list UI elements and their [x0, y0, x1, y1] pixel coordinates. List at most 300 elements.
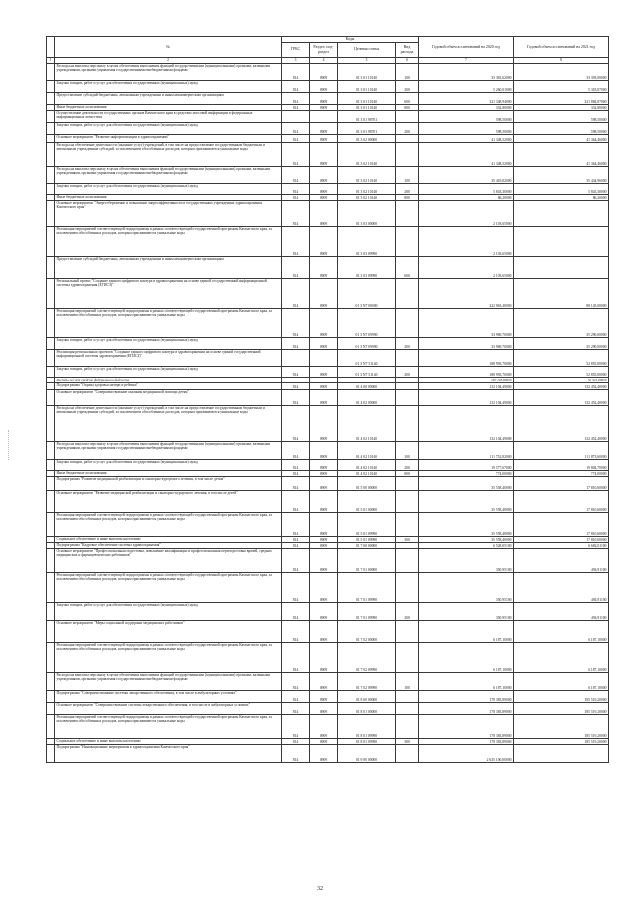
cell-amount-2021: 41 364,46000: [514, 142, 609, 166]
cell-amount-2021: 5 843,30000: [514, 183, 609, 194]
cell-expense-type: 100: [396, 166, 419, 183]
cell-razdel: 0909: [310, 122, 338, 134]
cell-grbs: 814: [282, 690, 310, 702]
cell-razdel: 0909: [310, 738, 338, 744]
cell-expense-type: [396, 405, 419, 441]
header-2020: Годовой объем ассигнований на 2020 год: [419, 37, 514, 58]
cell-razdel: 0909: [310, 80, 338, 92]
cell-description: Региональный проект "Создание единого цифрового контура в здравоохранении на основе единой государственной информационной системы здравоохранения (ЕГИСЗ)": [55, 278, 282, 308]
cell-target-article: 01 4 02 10140: [338, 405, 396, 441]
cell-description: Подпрограмма "Совершенствование системы лекарственного обеспечения, в том числе в амбулаторных условиях": [55, 690, 282, 702]
cell-expense-type: 800: [396, 104, 419, 110]
cell-amount-2020: 33 969,70000: [419, 308, 514, 337]
cell-description: Расходы на обеспечение деятельности (оказание услуг) учреждений, в том числе на предоставление государственным бюджетным и автономным учреждениям субсидий, за исключением обособленных расходов, которым присваиваются уникальные коды: [55, 405, 282, 441]
table-row: [47, 672, 609, 690]
cell-target-article: 01 7 02 09990: [338, 642, 396, 672]
cell-razdel: 0909: [310, 104, 338, 110]
cell-target-article: 01 3 02 10140: [338, 194, 396, 200]
cell-expense-type: [396, 349, 419, 366]
cell-amount-2021: 494,91100: [514, 572, 609, 602]
cell-index: [47, 166, 55, 183]
colnum-4: 4: [310, 57, 338, 63]
cell-grbs: 814: [282, 702, 310, 714]
cell-description: Основное мероприятие "Совершенствование системы лекарственного обеспечения, в том числе в амбулаторных условиях": [55, 702, 282, 714]
cell-amount-2021: 35 290,00000: [514, 308, 609, 337]
colnum-3: 3: [282, 57, 310, 63]
cell-description: Предоставление субсидий бюджетным, автономным учреждениям и иным некоммерческим организациям: [55, 92, 282, 104]
cell-target-article: 01 3 N7 09990: [338, 337, 396, 349]
table-row: [47, 226, 609, 256]
cell-expense-type: [396, 226, 419, 256]
table-row: [47, 441, 609, 459]
cell-description: Закупка товаров, работ и услуг для обеспечения государственных (муниципальных) нужд: [55, 337, 282, 349]
cell-expense-type: [396, 389, 419, 405]
table-row: [47, 572, 609, 602]
cell-grbs: 814: [282, 536, 310, 542]
table-row: [47, 744, 609, 762]
cell-target-article: 01 4 02 10140: [338, 441, 396, 459]
cell-grbs: 814: [282, 166, 310, 183]
cell-amount-2021: 6 682,01100: [514, 542, 609, 548]
cell-amount-2021: 52 321,00000: [514, 377, 609, 382]
table-row: [47, 690, 609, 702]
cell-target-article: 01 4 02 10140: [338, 459, 396, 470]
table-row: [47, 308, 609, 337]
cell-razdel: 0909: [310, 714, 338, 738]
cell-amount-2020: 5 260,01000: [419, 80, 514, 92]
cell-description: Реализация мероприятий соответствующей подпрограммы в рамках соответствующей государственной программы Камчатского края, за исключением обособленных расходов, которым присваиваются уникальные коды: [55, 226, 282, 256]
cell-razdel: 0909: [310, 459, 338, 470]
cell-grbs: 814: [282, 63, 310, 80]
cell-description: Основное мероприятие "Развитие информатизации в здравоохранении": [55, 134, 282, 142]
cell-grbs: 814: [282, 490, 310, 512]
page-number: 32: [317, 886, 323, 892]
cell-amount-2021: 19 804,70000: [514, 459, 609, 470]
cell-grbs: 814: [282, 256, 310, 278]
cell-grbs: 814: [282, 142, 310, 166]
cell-description: Иные бюджетные ассигнования: [55, 104, 282, 110]
cell-description: Закупка товаров, работ и услуг для обеспечения государственных (муниципальных) нужд: [55, 366, 282, 377]
cell-description: Закупка товаров, работ и услуг для обеспечения государственных (муниципальных) нужд: [55, 80, 282, 92]
cell-description: Закупка товаров, работ и услуг для обеспечения государственных (муниципальных) нужд: [55, 459, 282, 470]
cell-grbs: 814: [282, 134, 310, 142]
cell-description: Реализация региональных проектов "Создание единого цифрового контура в здравоохранении на основе единой государственной информационной системы здравоохранения (ЕГИСЗ)": [55, 349, 282, 366]
table-row: [47, 702, 609, 714]
table-row: [47, 490, 609, 512]
cell-amount-2021: 35 434,96000: [514, 166, 609, 183]
table-row: [47, 366, 609, 377]
cell-amount-2020: 774,00000: [419, 470, 514, 476]
cell-razdel: 0909: [310, 389, 338, 405]
cell-amount-2020: 41 348,52000: [419, 142, 514, 166]
cell-amount-2020: 6 187,10000: [419, 620, 514, 642]
cell-expense-type: [396, 642, 419, 672]
cell-grbs: 814: [282, 620, 310, 642]
cell-amount-2021: 185 519,20000: [514, 714, 609, 738]
table-row: [47, 548, 609, 572]
cell-amount-2021: 6 187,10000: [514, 672, 609, 690]
header-csr: Целевая статья: [338, 42, 396, 57]
cell-razdel: 0909: [310, 690, 338, 702]
header-vr: Вид расхода: [396, 42, 419, 57]
cell-expense-type: 300: [396, 536, 419, 542]
cell-description: Расходы на выплаты персоналу в целях обеспечения выполнения функций государственными (муниципальными) органами, казенными учреждениями, органами управления государственными внебюджетными фондами: [55, 441, 282, 459]
header-number-sign: №: [55, 37, 282, 58]
cell-amount-2021: 494,91100: [514, 602, 609, 620]
cell-amount-2020: 33 381,62000: [419, 63, 514, 80]
cell-description: Расходы на выплаты персоналу в целях обеспечения выполнения функций государственными (муниципальными) органами, казенными учреждениями, органами управления государственными внебюджетными фондами: [55, 672, 282, 690]
cell-amount-2020: 188 993,70000: [419, 349, 514, 366]
cell-expense-type: 200: [396, 337, 419, 349]
cell-razdel: 0909: [310, 602, 338, 620]
cell-amount-2020: 35 558,40000: [419, 536, 514, 542]
cell-amount-2021: 494,91100: [514, 548, 609, 572]
table-row: [47, 134, 609, 142]
cell-target-article: 01 7 01 00000: [338, 548, 396, 572]
table-row: [47, 389, 609, 405]
cell-amount-2020: 33 969,70000: [419, 337, 514, 349]
cell-razdel: 0909: [310, 620, 338, 642]
cell-target-article: 01 5 00 00000: [338, 476, 396, 490]
cell-target-article: 01 9 00 00000: [338, 744, 396, 762]
cell-amount-2021: 111 873,60000: [514, 441, 609, 459]
cell-amount-2020: 350,95100: [419, 548, 514, 572]
cell-amount-2020: 6 528,05100: [419, 542, 514, 548]
cell-index: [47, 476, 55, 490]
cell-grbs: 814: [282, 548, 310, 572]
cell-description: Расходы за счет средств федерального бюджета: [55, 377, 282, 382]
cell-description: Основное мероприятие "Развитие медицинской реабилитации и санаторно-курортного лечения, в том числе детей": [55, 490, 282, 512]
colnum-5: 5: [338, 57, 396, 63]
cell-index: [47, 200, 55, 226]
cell-expense-type: [396, 572, 419, 602]
cell-amount-2020: 598,50000: [419, 110, 514, 122]
cell-description: Иные бюджетные ассигнования: [55, 194, 282, 200]
cell-target-article: 01 3 N7 51140: [338, 349, 396, 366]
cell-amount-2021: 41 364,46000: [514, 134, 609, 142]
cell-grbs: 814: [282, 92, 310, 104]
cell-razdel: 0909: [310, 166, 338, 183]
cell-description: Расходы на выплаты персоналу в целях обеспечения выполнения функций государственными (муниципальными) органами, казенными учреждениями, органами управления государственными внебюджетными фондами: [55, 166, 282, 183]
cell-description: Осуществление деятельности государственных органов Камчатского края в средствах массовой информации в федеральных информационных агентствах: [55, 110, 282, 122]
table-row: [47, 122, 609, 134]
cell-expense-type: [396, 382, 419, 389]
cell-index: [47, 405, 55, 441]
cell-expense-type: [396, 308, 419, 337]
cell-index: [47, 92, 55, 104]
cell-target-article: 01 3 01 98701: [338, 122, 396, 134]
cell-amount-2020: 178 383,89000: [419, 702, 514, 714]
cell-expense-type: [396, 702, 419, 714]
cell-index: [47, 744, 55, 762]
cell-amount-2021: 185 519,20000: [514, 702, 609, 714]
cell-description: Социальное обеспечение и иные выплаты населению: [55, 536, 282, 542]
cell-amount-2020: 2 103,65000: [419, 200, 514, 226]
cell-amount-2021: 774,00000: [514, 470, 609, 476]
cell-grbs: 814: [282, 80, 310, 92]
cell-amount-2021: 132 452,40000: [514, 382, 609, 389]
cell-description: Реализация мероприятий соответствующей подпрограммы в рамках соответствующей государственной программы Камчатского края, за исключением обособленных расходов, которым присваиваются уникальные коды: [55, 308, 282, 337]
header-grbs: ГРБС: [282, 42, 310, 57]
cell-grbs: 814: [282, 476, 310, 490]
table-row: [47, 512, 609, 536]
colnum-2: 2: [55, 57, 282, 63]
cell-index: [47, 142, 55, 166]
table-row: [47, 620, 609, 642]
cell-expense-type: [396, 714, 419, 738]
cell-grbs: 814: [282, 308, 310, 337]
cell-grbs: [282, 349, 310, 366]
cell-razdel: 0909: [310, 441, 338, 459]
cell-razdel: 0909: [310, 548, 338, 572]
cell-target-article: 01 4 02 00000: [338, 389, 396, 405]
cell-grbs: 814: [282, 642, 310, 672]
table-row: [47, 714, 609, 738]
budget-table-sheet: [46, 36, 608, 763]
cell-grbs: 814: [282, 714, 310, 738]
cell-expense-type: [396, 476, 419, 490]
cell-index: [47, 459, 55, 470]
cell-expense-type: 100: [396, 441, 419, 459]
cell-target-article: 01 8 01 09990: [338, 738, 396, 744]
cell-grbs: 814: [282, 389, 310, 405]
cell-index: [47, 278, 55, 308]
table-row: [47, 256, 609, 278]
colnum-7: 7: [419, 57, 514, 63]
cell-grbs: 814: [282, 183, 310, 194]
cell-amount-2020: 321 348,94000: [419, 92, 514, 104]
cell-amount-2021: 35 290,00000: [514, 337, 609, 349]
cell-target-article: 01 3 02 10140: [338, 183, 396, 194]
cell-grbs: 814: [282, 382, 310, 389]
cell-grbs: 814: [282, 459, 310, 470]
cell-amount-2020: 178 383,89000: [419, 690, 514, 702]
cell-amount-2020: 35 419,02000: [419, 166, 514, 183]
cell-grbs: 814: [282, 405, 310, 441]
table-row: [47, 183, 609, 194]
cell-target-article: 01 3 01 98701: [338, 110, 396, 122]
cell-grbs: [282, 110, 310, 122]
cell-expense-type: [396, 512, 419, 536]
cell-description: Подпрограмма "Охрана здоровья матери и ребенка": [55, 382, 282, 389]
cell-razdel: 0909: [310, 470, 338, 476]
header-razdel: Раздел, под-раздел: [310, 42, 338, 57]
cell-description: Расходы на обеспечение деятельности (оказание услуг) учреждений, в том числе на предоставление государственным бюджетным и автономным учреждениям субсидий, за исключением обособленных расходов, которым присваиваются уникальные коды: [55, 142, 282, 166]
cell-expense-type: 200: [396, 366, 419, 377]
cell-index: [47, 490, 55, 512]
cell-grbs: 814: [282, 366, 310, 377]
cell-index: [47, 702, 55, 714]
table-row: [47, 642, 609, 672]
cell-amount-2020: 132 104,49000: [419, 405, 514, 441]
cell-expense-type: 200: [396, 80, 419, 92]
cell-description: Предоставление субсидий бюджетным, автономным учреждениям и иным некоммерческим организациям: [55, 256, 282, 278]
cell-razdel: 0909: [310, 542, 338, 548]
cell-grbs: 814: [282, 602, 310, 620]
cell-amount-2020: 178 383,89000: [419, 738, 514, 744]
cell-index: [47, 366, 55, 377]
cell-description: Подпрограмма "Развитие медицинской реабилитации и санаторно-курортного лечения, в том числе детям": [55, 476, 282, 490]
cell-razdel: 0909: [310, 405, 338, 441]
cell-index: [47, 512, 55, 536]
table-row: [47, 349, 609, 366]
cell-amount-2021: 17 810,60000: [514, 476, 609, 490]
cell-description: Закупка товаров, работ и услуг для обеспечения государственных (муниципальных) нужд: [55, 602, 282, 620]
cell-amount-2021: 185 519,20000: [514, 690, 609, 702]
cell-razdel: 0909: [310, 142, 338, 166]
cell-amount-2021: [514, 256, 609, 278]
cell-razdel: 0909: [310, 642, 338, 672]
cell-razdel: [310, 349, 338, 366]
cell-amount-2020: 35 558,40000: [419, 476, 514, 490]
cell-amount-2021: 321 884,87000: [514, 92, 609, 104]
cell-expense-type: 200: [396, 183, 419, 194]
cell-amount-2020: 332,80000: [419, 104, 514, 110]
cell-grbs: 814: [282, 572, 310, 602]
cell-target-article: 01 5 01 09990: [338, 512, 396, 536]
cell-expense-type: 200: [396, 459, 419, 470]
cell-index: [47, 690, 55, 702]
cell-index: [47, 110, 55, 122]
cell-amount-2020: 35 558,40000: [419, 512, 514, 536]
cell-target-article: 01 3 01 10140: [338, 63, 396, 80]
cell-index: [47, 63, 55, 80]
header-2021: Годовой объем ассигнований на 2021 год: [514, 37, 609, 58]
cell-razdel: 0909: [310, 337, 338, 349]
cell-target-article: 01 7 01 09990: [338, 602, 396, 620]
cell-amount-2020: 178 383,89000: [419, 714, 514, 738]
cell-amount-2020: 188 993,70000: [419, 366, 514, 377]
table-row: [47, 602, 609, 620]
cell-expense-type: [396, 690, 419, 702]
cell-amount-2021: [514, 226, 609, 256]
table-row: [47, 405, 609, 441]
cell-target-article: 01 3 02 00000: [338, 134, 396, 142]
cell-expense-type: [396, 110, 419, 122]
cell-amount-2021: 598,50000: [514, 122, 609, 134]
cell-target-article: 01 8 01 09990: [338, 714, 396, 738]
cell-grbs: 814: [282, 194, 310, 200]
cell-index: [47, 134, 55, 142]
cell-amount-2020: 19 577,67000: [419, 459, 514, 470]
cell-razdel: 0909: [310, 476, 338, 490]
cell-amount-2021: 5 318,07000: [514, 80, 609, 92]
cell-razdel: 0909: [310, 92, 338, 104]
cell-amount-2020: 2 103,65000: [419, 256, 514, 278]
cell-expense-type: [396, 134, 419, 142]
cell-index: [47, 382, 55, 389]
cell-grbs: 814: [282, 470, 310, 476]
cell-razdel: 0909: [310, 490, 338, 512]
table-row: [47, 92, 609, 104]
cell-razdel: 0909: [310, 512, 338, 536]
cell-amount-2020: 598,50000: [419, 122, 514, 134]
cell-index: [47, 256, 55, 278]
cell-expense-type: [396, 278, 419, 308]
cell-target-article: 01 5 01 09990: [338, 536, 396, 542]
cell-amount-2020: 222 963,40000: [419, 278, 514, 308]
cell-grbs: 814: [282, 200, 310, 226]
cell-amount-2020: 350,95100: [419, 602, 514, 620]
cell-amount-2020: 2 103,65000: [419, 226, 514, 256]
cell-razdel: 0909: [310, 308, 338, 337]
cell-razdel: 0909: [310, 366, 338, 377]
cell-expense-type: 600: [396, 256, 419, 278]
cell-amount-2021: [514, 744, 609, 762]
cell-index: [47, 714, 55, 738]
cell-target-article: 01 3 03 00000: [338, 200, 396, 226]
cell-amount-2021: 132 452,40000: [514, 405, 609, 441]
cell-amount-2021: 598,50000: [514, 110, 609, 122]
cell-expense-type: [396, 620, 419, 642]
cell-amount-2020: 132 104,49000: [419, 389, 514, 405]
cell-target-article: 01 8 01 00000: [338, 702, 396, 714]
cell-target-article: 01 3 01 10140: [338, 104, 396, 110]
cell-grbs: 814: [282, 744, 310, 762]
cell-expense-type: 600: [396, 92, 419, 104]
cell-razdel: 0909: [310, 226, 338, 256]
cell-description: Реализация мероприятий соответствующей подпрограммы в рамках соответствующей государственной программы Камчатского края, за исключением обособленных расходов, которым присваиваются уникальные коды: [55, 642, 282, 672]
cell-razdel: [310, 110, 338, 122]
cell-expense-type: 200: [396, 122, 419, 134]
cell-target-article: 01 8 00 00000: [338, 690, 396, 702]
cell-index: [47, 642, 55, 672]
table-row: [47, 63, 609, 80]
cell-target-article: 01 7 00 00000: [338, 542, 396, 548]
cell-target-article: 01 3 N7 09990: [338, 308, 396, 337]
cell-target-article: 01 5 01 00000: [338, 490, 396, 512]
cell-amount-2021: 132 452,40000: [514, 389, 609, 405]
cell-expense-type: [396, 744, 419, 762]
cell-description: Иные бюджетные ассигнования: [55, 470, 282, 476]
cell-target-article: 01 3 N7 00000: [338, 278, 396, 308]
cell-target-article: 01 3 01 10140: [338, 80, 396, 92]
cell-index: [47, 672, 55, 690]
cell-index: [47, 389, 55, 405]
cell-razdel: 0909: [310, 382, 338, 389]
cell-description: Подпрограмма "Кадровое обеспечение системы здравоохранения": [55, 542, 282, 548]
table-row: [47, 337, 609, 349]
cell-index: [47, 620, 55, 642]
cell-amount-2020: 6 187,10000: [419, 672, 514, 690]
cell-amount-2020: 350,95100: [419, 572, 514, 602]
cell-index: [47, 226, 55, 256]
cell-target-article: 01 3 02 10140: [338, 166, 396, 183]
cell-index: [47, 572, 55, 602]
cell-grbs: 814: [282, 738, 310, 744]
cell-grbs: 814: [282, 122, 310, 134]
cell-target-article: 01 3 N7 51140: [338, 366, 396, 377]
cell-index: [47, 441, 55, 459]
table-row: [47, 80, 609, 92]
cell-target-article: 01 3 01 10140: [338, 92, 396, 104]
cell-expense-type: [396, 142, 419, 166]
cell-index: [47, 308, 55, 337]
cell-amount-2020: 35 558,40000: [419, 490, 514, 512]
cell-amount-2021: 6 187,10000: [514, 642, 609, 672]
cell-target-article: 01 3 03 09990: [338, 226, 396, 256]
cell-index: [47, 548, 55, 572]
cell-description: Реализация мероприятий соответствующей подпрограммы в рамках соответствующей государственной программы Камчатского края, за исключением обособленных расходов, которым присваиваются уникальные коды: [55, 714, 282, 738]
margin-mark: [8, 430, 10, 460]
cell-razdel: 0909: [310, 183, 338, 194]
cell-amount-2021: 33 393,00000: [514, 63, 609, 80]
table-row: [47, 278, 609, 308]
cell-amount-2020: 5 843,30000: [419, 183, 514, 194]
cell-description: Основное мероприятие "Энергосбережение и повышение энергоэффективности в государственных учреждениях здравоохранения Камчатского края": [55, 200, 282, 226]
cell-amount-2021: 185 519,20000: [514, 738, 609, 744]
cell-expense-type: 200: [396, 602, 419, 620]
